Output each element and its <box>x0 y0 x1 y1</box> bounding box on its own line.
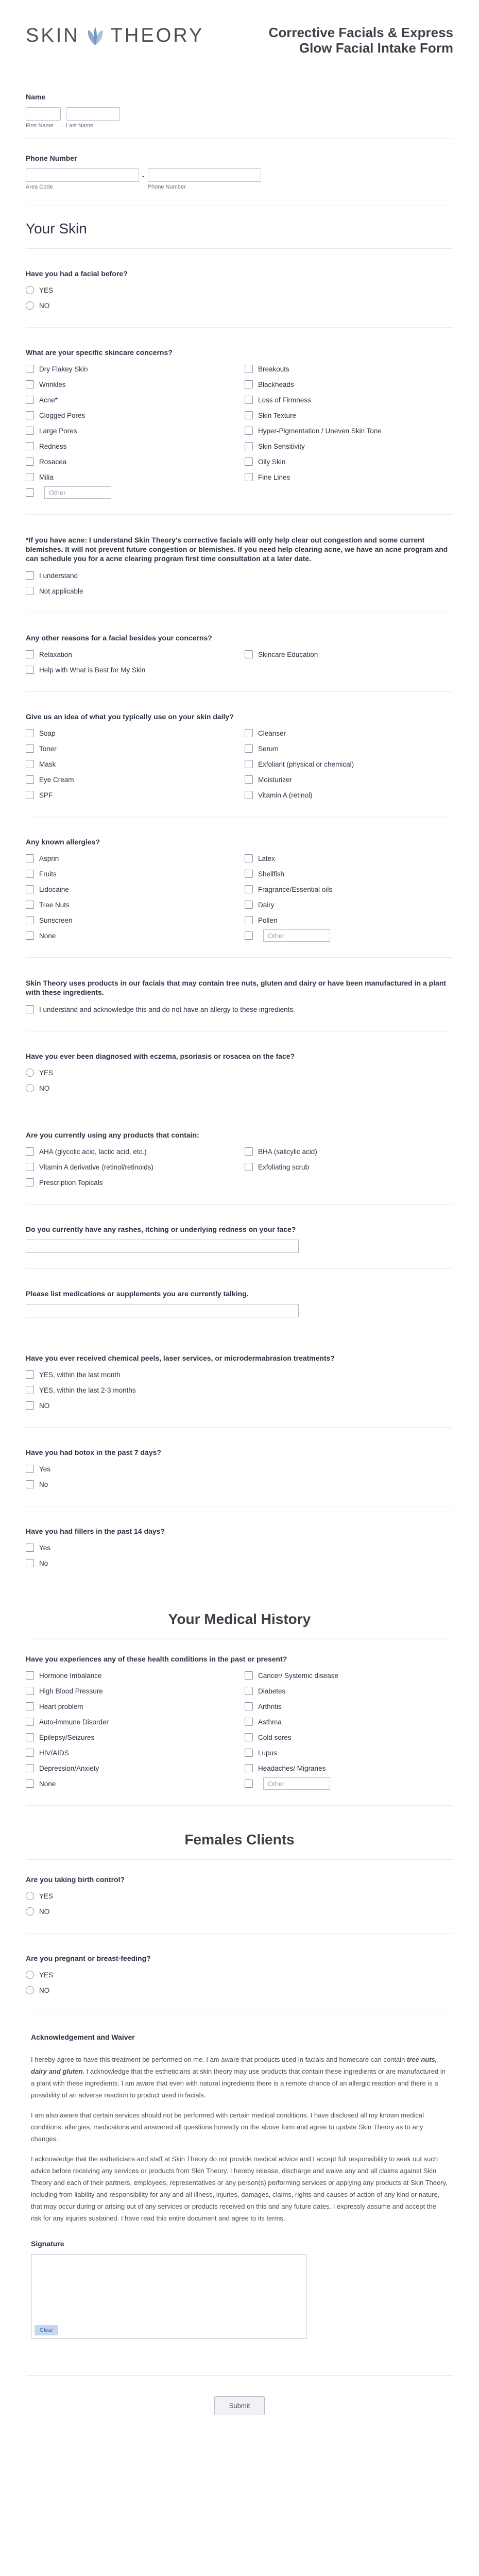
concern-other-checkbox[interactable] <box>26 486 234 499</box>
botox-yes-checkbox[interactable]: Yes <box>26 1463 453 1475</box>
concern-checkbox[interactable]: Loss of Firmness <box>245 394 453 406</box>
allergy-checkbox[interactable]: None <box>26 929 234 942</box>
name-section: Name First Name Last Name <box>26 77 453 139</box>
concern-checkbox[interactable]: Skin Sensitivity <box>245 440 453 452</box>
reason-checkbox[interactable]: Relaxation <box>26 648 234 660</box>
condition-checkbox[interactable]: Asthma <box>245 1716 453 1728</box>
reason-checkbox[interactable]: Skincare Education <box>245 648 453 660</box>
allergy-checkbox[interactable]: Dairy <box>245 899 453 911</box>
allergy-other-checkbox[interactable] <box>245 929 453 942</box>
concern-checkbox[interactable]: Skin Texture <box>245 409 453 421</box>
acne-understand-checkbox[interactable]: I understand <box>26 569 453 582</box>
clear-signature-button[interactable]: Clear <box>35 2325 58 2335</box>
concern-checkbox[interactable]: Hyper-Pigmentation / Uneven Skin Tone <box>245 425 453 437</box>
females-heading: Females Clients <box>26 1806 453 1860</box>
allergy-checkbox[interactable]: Shellfish <box>245 868 453 880</box>
eczema-question: Have you ever been diagnosed with eczema, psoriasis or rosacea on the face? YES NO <box>26 1031 453 1110</box>
concern-other-input[interactable]: Other <box>44 486 111 499</box>
waiver-paragraph-1: I hereby agree to have this treatment be performed on me. I am aware that products used in facials and homecare can contain tree nuts, dairy and gluten. I acknowledge that the estheticians at skin theory may use products that contain these ingredients or are manufactured in a plant with these ingredients. I am aware that even with natural ingredients there is a remote chance of an allergic reaction and there is a possibility of an adverse reaction to product used in facials. <box>31 2056 446 2099</box>
peels-months-checkbox[interactable]: YES, within the last 2-3 months <box>26 1384 453 1396</box>
medications-input[interactable] <box>26 1304 299 1317</box>
condition-checkbox[interactable]: Epilepsy/Seizures <box>26 1731 234 1743</box>
form-title: Corrective Facials & Express Glow Facial Intake Form <box>268 25 453 56</box>
pregnant-yes-radio[interactable]: YES <box>26 1969 453 1981</box>
condition-checkbox[interactable]: Heart problem <box>26 1700 234 1713</box>
skin-theory-logo <box>26 25 204 47</box>
allergy-checkbox[interactable]: Fruits <box>26 868 234 880</box>
allergies-question: Any known allergies? Asprin Fruits Lidocaine Tree Nuts Sunscreen None Latex Shellfish Fragrance/Essential oils Dairy Pollen Other <box>26 817 453 958</box>
allergy-checkbox[interactable]: Fragrance/Essential oils <box>245 883 453 895</box>
concern-checkbox[interactable]: Fine Lines <box>245 471 453 483</box>
concern-checkbox[interactable]: Rosacea <box>26 455 234 468</box>
condition-checkbox[interactable]: None <box>26 1777 234 1790</box>
peels-no-checkbox[interactable]: NO <box>26 1399 453 1412</box>
condition-checkbox[interactable]: Headaches/ Migranes <box>245 1762 453 1774</box>
allergy-checkbox[interactable]: Pollen <box>245 914 453 926</box>
fillers-question: Have you had fillers in the past 14 days? Yes No <box>26 1506 453 1585</box>
condition-checkbox[interactable]: Diabetes <box>245 1685 453 1697</box>
ingredient-checkbox[interactable]: AHA (glycolic acid, lactic acid, etc.) <box>26 1145 234 1158</box>
allergy-checkbox[interactable]: Asprin <box>26 852 234 865</box>
reason-checkbox[interactable]: Help with What is Best for My Skin <box>26 664 234 676</box>
medications-question: Please list medications or supplements you are currently talking. <box>26 1269 453 1333</box>
botox-question: Have you had botox in the past 7 days? Yes No <box>26 1428 453 1506</box>
botox-no-checkbox[interactable]: No <box>26 1478 453 1490</box>
birth-yes-radio[interactable]: YES <box>26 1890 453 1902</box>
health-conditions-question: Have you experiences any of these health conditions in the past or present? Hormone Imbalance High Blood Pressure Heart problem Auto-immune Disorder Epilepsy/Seizures HIV/AIDS Depression/Anxiety None Cancer/ Systemic disease Diabetes Arthritis Asthma Cold sores Lupus Headaches/ Migranes Other <box>26 1639 453 1806</box>
pregnant-question: Are you pregnant or breast-feeding? YES NO <box>26 1934 453 2012</box>
rashes-question: Do you currently have any rashes, itching or underlying redness on your face? <box>26 1205 453 1269</box>
allergy-checkbox[interactable]: Sunscreen <box>26 914 234 926</box>
rashes-input[interactable] <box>26 1240 299 1253</box>
condition-other-input[interactable]: Other <box>263 1777 330 1790</box>
ingredient-checkbox[interactable]: Exfoliating scrub <box>245 1161 453 1173</box>
condition-other-checkbox[interactable] <box>245 1777 453 1790</box>
skincare-concerns-question: What are your specific skincare concerns? Dry Flakey Skin Wrinkles Acne* Clogged Pores Large Pores Redness Rosacea Milia Other Breakouts Blackheads Loss of Firmness Skin Texture Hyper-Pigmentation / Uneven Skin Tone Skin Sensitivity Oily Skin Fine Lines <box>26 328 453 515</box>
facial-yes-radio[interactable]: YES <box>26 284 453 296</box>
condition-checkbox[interactable]: Arthritis <box>245 1700 453 1713</box>
condition-checkbox[interactable]: Auto-immune Disorder <box>26 1716 234 1728</box>
concern-checkbox[interactable]: Milia <box>26 471 234 483</box>
signature-pad[interactable] <box>31 2254 306 2339</box>
condition-checkbox[interactable]: Cancer/ Systemic disease <box>245 1669 453 1682</box>
waiver-section: Acknowledgement and Waiver I hereby agree to have this treatment be performed on me. I am aware that products used in facials and homecare can contain tree nuts, dairy and gluten. I acknowledge that the estheticians at skin theory may use products that contain these ingredients or are manufactured in a plant with these ingredients. I am aware that even with natural ingredients there is a remote chance of an allergic reaction and there is a possibility of an adverse reaction to product used in facials. I am also aware that certain services should not be performed with certain medical conditions. I have disclosed all my known medical conditions, allergies, medications and answered all questions honestly on the above form and agree to update Skin Theory as to any changes. I acknowledge that the estheticians and staff at Skin Theory do not provide medical advice and I accept full responsibility to seek out such advice before receiving any services or products from Skin Theory. I hereby release, discharge and waive any and all claims against Skin Theory and each of their partners, employees, representatives or any person(s) performing services or applying any products at Skin Theory, including from liability and responsibility for any and all illness, injuries, damages, claims, rights and causes of action of any kind or nature, that may occur during or arising out of any services or products received on this and any future dates. I expressly assume and accept the risk for any injuries sustained. I have read this entire document and agree to its terms. Signature Clear <box>26 2012 453 2349</box>
allergy-checkbox[interactable]: Latex <box>245 852 453 865</box>
submit-button[interactable]: Submit <box>214 2396 265 2415</box>
concern-checkbox[interactable]: Dry Flakey Skin <box>26 363 234 375</box>
facial-no-radio[interactable]: NO <box>26 299 453 312</box>
concern-checkbox[interactable]: Blackheads <box>245 378 453 391</box>
current-products-question: Are you currently using any products that contain: AHA (glycolic acid, lactic acid, etc.) Vitamin A derivative (retinol/retinoids) Prescription Topicals BHA (salicylic acid) Exfoliating scrub <box>26 1110 453 1205</box>
concern-checkbox[interactable]: Large Pores <box>26 425 234 437</box>
leaf-icon <box>83 26 108 46</box>
waiver-paragraph-2: I am also aware that certain services should not be performed with certain medical conditions. I have disclosed all my known medical conditions, allergies, medications and answered all questions honestly on the above form and agree to update Skin Theory as to any changes. <box>31 2111 424 2143</box>
last-name-input[interactable] <box>66 107 120 121</box>
concern-checkbox[interactable]: Breakouts <box>245 363 453 375</box>
waiver-paragraph-3: I acknowledge that the estheticians and staff at Skin Theory do not provide medical advice and I accept full responsibility to seek out such advice before receiving any services or products from Skin Theory. I hereby release, discharge and waive any and all claims against Skin Theory and each of their partners, employees, representatives or any person(s) performing services or applying any products at Skin Theory, including from liability and responsibility for any and all illness, injuries, damages, claims, rights and causes of action of any kind or nature, that may occur during or arising out of any services or products received on this and any future dates. I expressly assume and accept the risk for any injuries sustained. I have read this entire document and agree to its terms. <box>31 2155 448 2222</box>
first-name-input[interactable] <box>26 107 61 121</box>
ingredient-checkbox[interactable]: Prescription Topicals <box>26 1176 234 1189</box>
peels-month-checkbox[interactable]: YES, within the last month <box>26 1368 453 1381</box>
eczema-no-radio[interactable]: NO <box>26 1082 453 1094</box>
submit-area <box>26 2375 453 2426</box>
product-checkbox[interactable]: Soap <box>26 727 234 739</box>
allergy-checkbox[interactable]: Lidocaine <box>26 883 234 895</box>
phone-number-input[interactable] <box>148 168 261 182</box>
ingredient-checkbox[interactable]: Vitamin A derivative (retinol/retinoids) <box>26 1161 234 1173</box>
product-checkbox[interactable]: Cleanser <box>245 727 453 739</box>
daily-products-question: Give us an idea of what you typically use on your skin daily? Soap Toner Mask Eye Cream SPF Cleanser Serum Exfoliant (physical or chemical) Moisturizer Vitamin A (retinol) <box>26 692 453 817</box>
phone-section: Phone Number Area Code - Phone Number <box>26 139 453 206</box>
condition-checkbox[interactable]: HIV/AIDS <box>26 1747 234 1759</box>
form-header <box>26 0 453 77</box>
birth-control-question: Are you taking birth control? YES NO <box>26 1860 453 1934</box>
product-checkbox[interactable]: Exfoliant (physical or chemical) <box>245 758 453 770</box>
peels-question: Have you ever received chemical peels, laser services, or microdermabrasion treatments? YES, within the last month YES, within the last 2-3 months NO <box>26 1333 453 1428</box>
condition-checkbox[interactable]: Depression/Anxiety <box>26 1762 234 1774</box>
concern-checkbox[interactable]: Acne* <box>26 394 234 406</box>
product-checkbox[interactable]: Mask <box>26 758 234 770</box>
condition-checkbox[interactable]: Hormone Imbalance <box>26 1669 234 1682</box>
product-checkbox[interactable]: Eye Cream <box>26 773 234 786</box>
ingredient-checkbox[interactable]: BHA (salicylic acid) <box>245 1145 453 1158</box>
acne-not-applicable-checkbox[interactable]: Not applicable <box>26 585 453 597</box>
product-checkbox[interactable]: SPF <box>26 789 234 801</box>
pregnant-no-radio[interactable]: NO <box>26 1984 453 1996</box>
concern-checkbox[interactable]: Redness <box>26 440 234 452</box>
medical-history-heading: Your Medical History <box>26 1585 453 1639</box>
condition-checkbox[interactable]: Lupus <box>245 1747 453 1759</box>
nuts-acknowledge-checkbox[interactable]: I understand and acknowledge this and do not have an allergy to these ingredients. <box>26 1003 453 1015</box>
condition-checkbox[interactable]: High Blood Pressure <box>26 1685 234 1697</box>
reasons-question: Any other reasons for a facial besides your concerns? Relaxation Help with What is Best for My Skin Skincare Education <box>26 613 453 692</box>
concern-checkbox[interactable]: Clogged Pores <box>26 409 234 421</box>
fillers-yes-checkbox[interactable]: Yes <box>26 1541 453 1554</box>
your-skin-heading: Your Skin <box>26 206 453 249</box>
acne-question: *If you have acne: I understand Skin Theory's corrective facials will only help clear out congestion and some current blemishes. It will not prevent future congestion or blemishes. If you need help clearing acne, we have an acne program and can schedule you for a acne clearing program first time consultation at a later date. I understand Not applicable <box>26 515 453 613</box>
product-checkbox[interactable]: Vitamin A (retinol) <box>245 789 453 801</box>
facial-before-question: Have you had a facial before? YES NO <box>26 249 453 328</box>
fillers-no-checkbox[interactable]: No <box>26 1557 453 1569</box>
allergy-other-input[interactable]: Other <box>263 929 330 942</box>
logo-text-right: THEORY <box>110 25 204 46</box>
concern-checkbox[interactable]: Oily Skin <box>245 455 453 468</box>
birth-no-radio[interactable]: NO <box>26 1905 453 1918</box>
allergy-checkbox[interactable]: Tree Nuts <box>26 899 234 911</box>
logo-text-left: SKIN <box>26 25 80 46</box>
eczema-yes-radio[interactable]: YES <box>26 1066 453 1079</box>
product-checkbox[interactable]: Toner <box>26 742 234 755</box>
nuts-gluten-question: Skin Theory uses products in our facials that may contain tree nuts, gluten and dairy or have been manufactured in a plant with these ingredients. I understand and acknowledge this and do not have an allergy to these ingredients. <box>26 958 453 1031</box>
concern-checkbox[interactable]: Wrinkles <box>26 378 234 391</box>
product-checkbox[interactable]: Serum <box>245 742 453 755</box>
condition-checkbox[interactable]: Cold sores <box>245 1731 453 1743</box>
product-checkbox[interactable]: Moisturizer <box>245 773 453 786</box>
area-code-input[interactable] <box>26 168 139 182</box>
